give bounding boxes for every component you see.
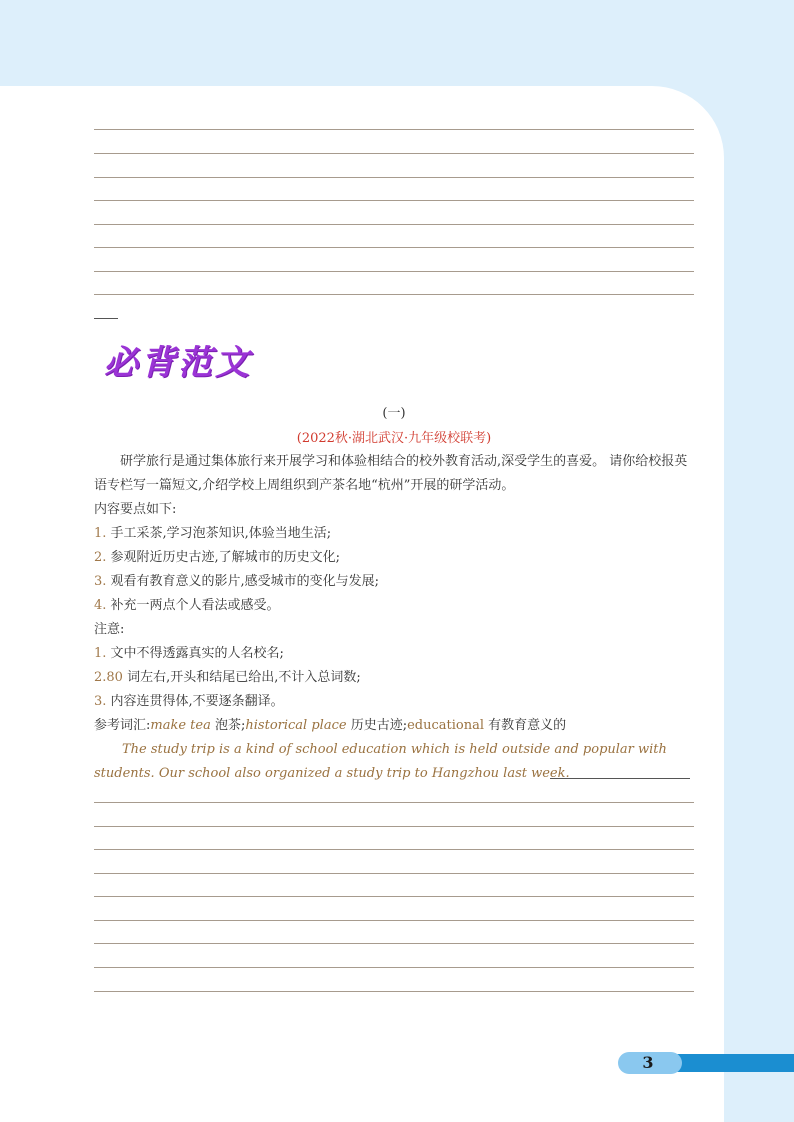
item-number: (一): [382, 406, 406, 421]
writing-line: [94, 896, 694, 897]
vocab-en: historical place: [245, 718, 347, 733]
writing-line: [94, 920, 694, 921]
exam-source: (2022秋·湖北武汉·九年级校联考): [296, 431, 492, 446]
content-point: [94, 570, 379, 594]
note-number: 2.: [94, 670, 107, 685]
content-point: [94, 546, 340, 570]
writing-line: [94, 826, 694, 827]
point-text: 补充一两点个人看法或感受。: [110, 598, 280, 613]
vocab-label: 参考词汇:: [94, 718, 151, 733]
writing-line: [94, 873, 694, 874]
note-item: [94, 690, 284, 714]
point-text: 手工采茶,学习泡茶知识,体验当地生活;: [110, 526, 332, 541]
note-text: 文中不得透露真实的人名校名;: [110, 646, 284, 661]
vocab-sep: ;: [241, 718, 246, 733]
writing-line: [94, 991, 694, 992]
point-text: 参观附近历史古迹,了解城市的历史文化;: [110, 550, 341, 565]
note-number: 3.: [94, 694, 107, 709]
writing-line: [94, 967, 694, 968]
section-heading: 必背范文: [104, 343, 252, 383]
vocab-zh: 泡茶: [214, 718, 241, 733]
page-number-bar: [670, 1054, 794, 1072]
note-item: [94, 666, 361, 690]
writing-line: [94, 943, 694, 944]
vocab-line: [94, 714, 566, 738]
note-text: 词左右,开头和结尾已给出,不计入总词数;: [127, 670, 361, 685]
writing-line: [94, 129, 694, 130]
vocab-zh: 有教育意义的: [488, 718, 567, 733]
note-word-count: 80: [106, 670, 123, 685]
writing-blank: [550, 778, 690, 779]
content-point: [94, 594, 280, 618]
vocab-sep: ;: [402, 718, 408, 733]
prompt-paragraph: 研学旅行是通过集体旅行来开展学习和体验相结合的校外教育活动,深受学生的喜爱。 请你给校报英语专栏写一篇短文,介绍学校上周组织到产茶名地“杭州”开展的研学活动。: [94, 454, 688, 493]
point-number: 1.: [94, 526, 107, 541]
writing-line: [94, 271, 694, 272]
content-point: [94, 522, 331, 546]
writing-line: [94, 200, 694, 201]
note-item: [94, 642, 284, 666]
writing-line: [94, 849, 694, 850]
notes-label: 注意:: [94, 622, 125, 637]
vocab-en: educational: [407, 718, 485, 733]
sample-line-2: students. Our school also organized a study trip to Hangzhou last week.: [94, 766, 570, 781]
point-number: 4.: [94, 598, 107, 613]
writing-line: [94, 177, 694, 178]
point-number: 3.: [94, 574, 107, 589]
note-number: 1.: [94, 646, 107, 661]
page-number: 3: [642, 1053, 654, 1072]
sample-line-1: The study trip is a kind of school education which is held outside and popular with: [122, 742, 667, 757]
writing-line: [94, 153, 694, 154]
vocab-zh: 历史古迹: [350, 718, 403, 733]
writing-line-end: [94, 318, 118, 319]
note-text: 内容连贯得体,不要逐条翻译。: [110, 694, 284, 709]
point-number: 2.: [94, 550, 107, 565]
vocab-en: make tea: [150, 718, 211, 733]
content-label: 内容要点如下:: [94, 502, 177, 517]
point-text: 观看有教育意义的影片,感受城市的变化与发展;: [110, 574, 380, 589]
writing-line: [94, 802, 694, 803]
writing-line: [94, 224, 694, 225]
writing-line: [94, 247, 694, 248]
writing-line: [94, 294, 694, 295]
